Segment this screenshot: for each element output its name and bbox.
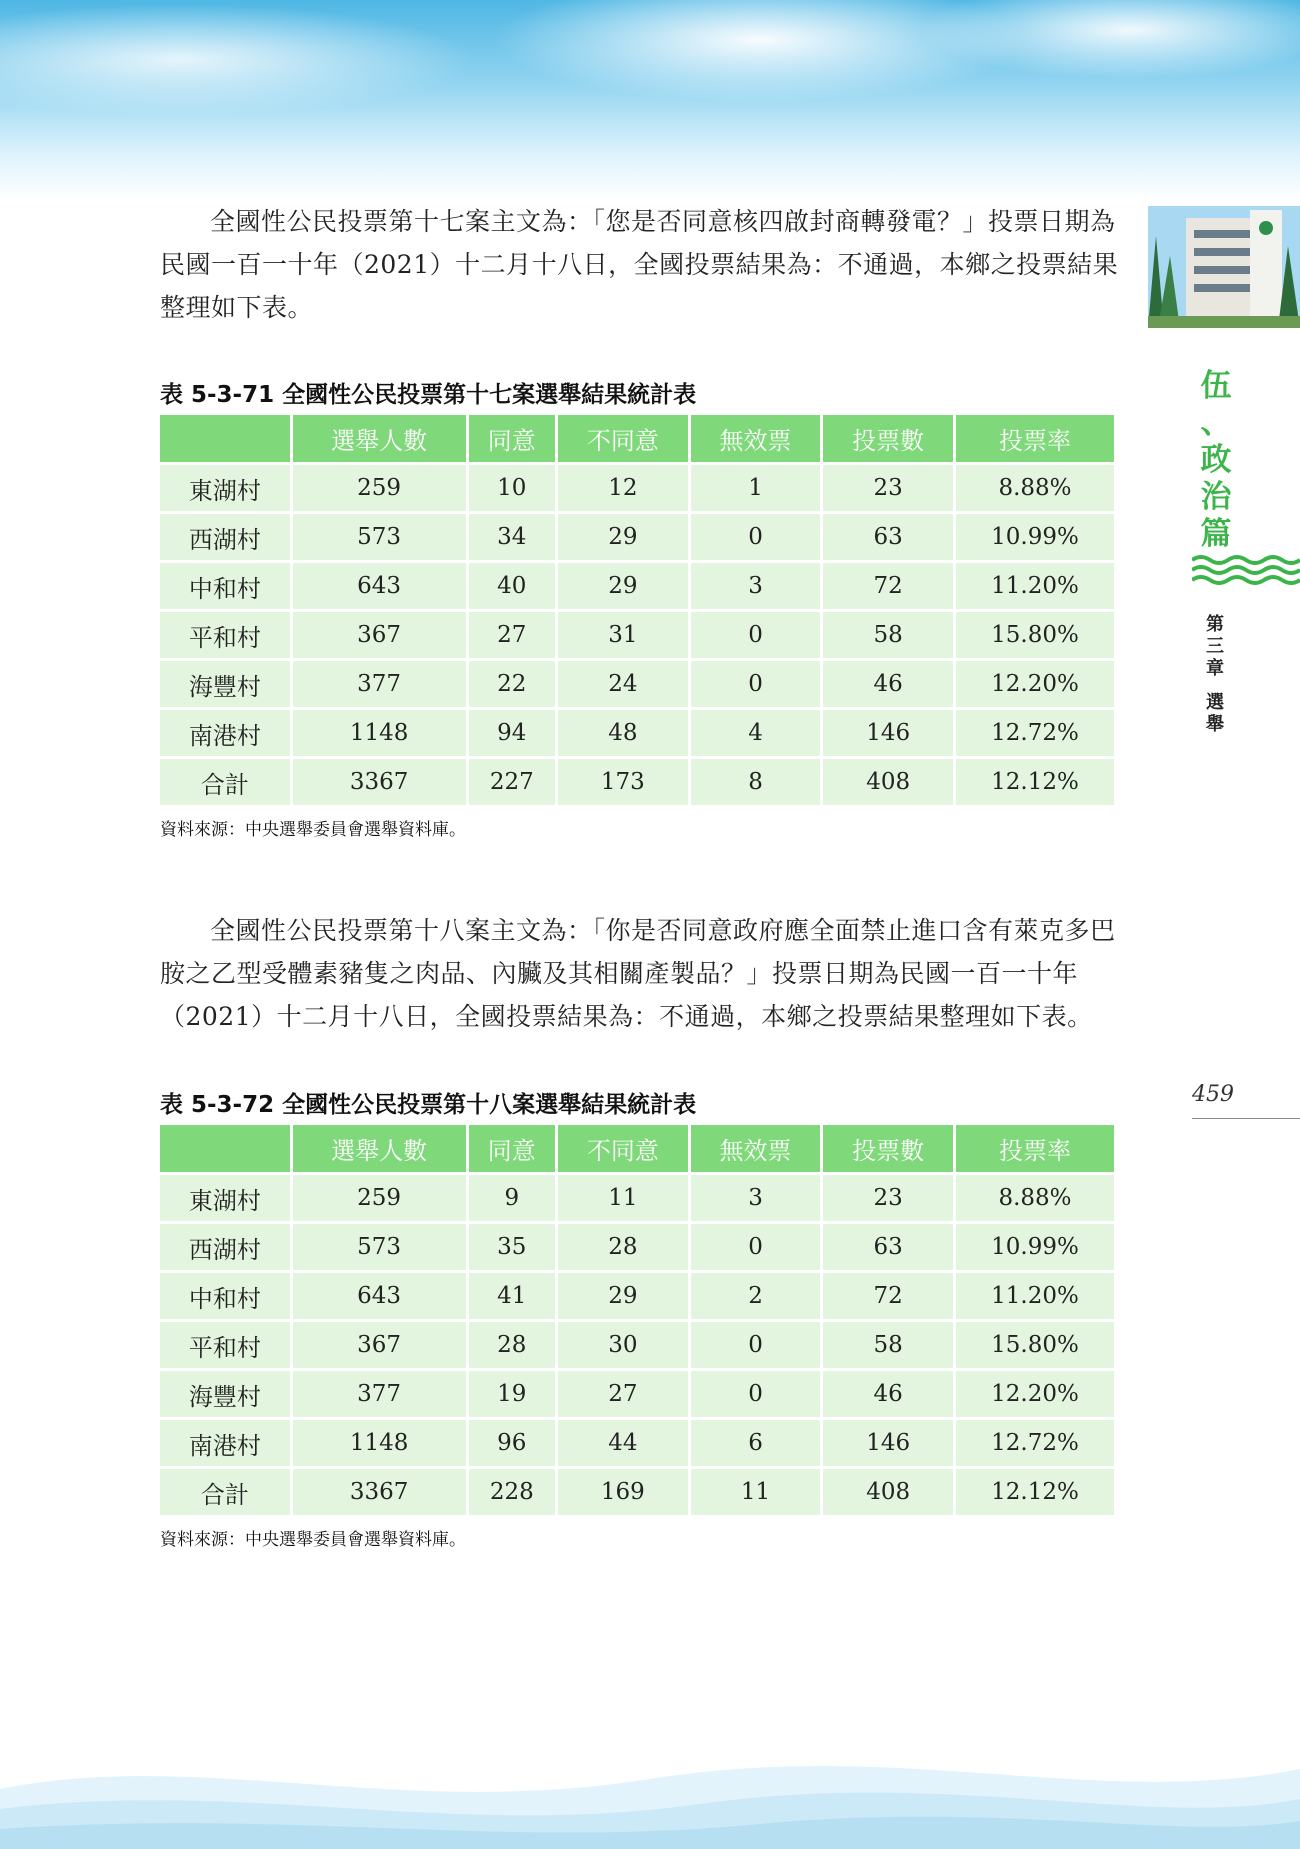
value-cell: 94 <box>469 710 555 756</box>
chapter-gap <box>1200 680 1230 692</box>
value-cell: 1 <box>691 465 821 511</box>
value-cell: 10.99% <box>956 514 1114 560</box>
value-cell: 23 <box>823 465 953 511</box>
value-cell: 8 <box>691 759 821 805</box>
value-cell: 4 <box>691 710 821 756</box>
value-cell: 46 <box>823 1371 953 1417</box>
chapter-char: 章 <box>1206 658 1224 679</box>
value-cell: 259 <box>293 1175 466 1221</box>
village-name-cell: 東湖村 <box>160 1175 290 1221</box>
value-cell: 408 <box>823 1469 953 1515</box>
value-cell: 41 <box>469 1273 555 1319</box>
header-agree: 同意 <box>469 1125 555 1172</box>
value-cell: 12 <box>558 465 688 511</box>
value-cell: 12.72% <box>956 1420 1114 1466</box>
value-cell: 367 <box>293 1322 466 1368</box>
value-cell: 12.12% <box>956 1469 1114 1515</box>
village-name-cell: 合計 <box>160 1469 290 1515</box>
table-row <box>160 759 1114 805</box>
value-cell: 29 <box>558 514 688 560</box>
table-row <box>160 563 1114 609</box>
value-cell: 1148 <box>293 710 466 756</box>
value-cell: 9 <box>469 1175 555 1221</box>
table-row <box>160 1273 1114 1319</box>
value-cell: 0 <box>691 1371 821 1417</box>
village-name-cell: 平和村 <box>160 612 290 658</box>
value-cell: 10 <box>469 465 555 511</box>
header-disagree: 不同意 <box>558 415 688 462</box>
value-cell: 15.80% <box>956 612 1114 658</box>
village-name-cell: 中和村 <box>160 1273 290 1319</box>
table-source-case-17: 資料來源：中央選舉委員會選舉資料庫。 <box>160 820 466 840</box>
value-cell: 0 <box>691 612 821 658</box>
value-cell: 643 <box>293 563 466 609</box>
value-cell: 10.99% <box>956 1224 1114 1270</box>
village-name-cell: 東湖村 <box>160 465 290 511</box>
header-turnout: 投票率 <box>956 1125 1114 1172</box>
value-cell: 29 <box>558 1273 688 1319</box>
section-char: 治 <box>1200 479 1232 515</box>
value-cell: 24 <box>558 661 688 707</box>
value-cell: 12.72% <box>956 710 1114 756</box>
table-row <box>160 612 1114 658</box>
value-cell: 643 <box>293 1273 466 1319</box>
village-name-cell: 中和村 <box>160 563 290 609</box>
page-number: 459 <box>1192 1082 1234 1107</box>
village-name-cell: 西湖村 <box>160 1224 290 1270</box>
value-cell: 12.12% <box>956 759 1114 805</box>
value-cell: 44 <box>558 1420 688 1466</box>
value-cell: 6 <box>691 1420 821 1466</box>
value-cell: 169 <box>558 1469 688 1515</box>
value-cell: 11 <box>691 1469 821 1515</box>
table-row <box>160 710 1114 756</box>
village-name-cell: 合計 <box>160 759 290 805</box>
chapter-char: 三 <box>1206 636 1224 657</box>
table-row <box>160 1175 1114 1221</box>
value-cell: 146 <box>823 1420 953 1466</box>
value-cell: 173 <box>558 759 688 805</box>
table-row <box>160 1469 1114 1515</box>
header-turnout: 投票率 <box>956 415 1114 462</box>
section-title-vertical <box>1198 368 1234 553</box>
value-cell: 34 <box>469 514 555 560</box>
value-cell: 3 <box>691 563 821 609</box>
section-char: 政 <box>1200 442 1232 478</box>
header-electors: 選舉人數 <box>293 415 466 462</box>
value-cell: 11.20% <box>956 1273 1114 1319</box>
value-cell: 0 <box>691 1322 821 1368</box>
header-disagree: 不同意 <box>558 1125 688 1172</box>
value-cell: 573 <box>293 514 466 560</box>
table-header-row <box>160 415 1114 462</box>
section-char: 篇 <box>1200 516 1232 552</box>
value-cell: 3 <box>691 1175 821 1221</box>
value-cell: 46 <box>823 661 953 707</box>
header-invalid: 無效票 <box>691 1125 821 1172</box>
value-cell: 259 <box>293 465 466 511</box>
page-number-rule <box>1192 1118 1300 1119</box>
village-name-cell: 南港村 <box>160 1420 290 1466</box>
building-photo <box>1148 206 1300 328</box>
header-invalid: 無效票 <box>691 415 821 462</box>
village-name-cell: 平和村 <box>160 1322 290 1368</box>
table-row <box>160 661 1114 707</box>
value-cell: 96 <box>469 1420 555 1466</box>
value-cell: 29 <box>558 563 688 609</box>
value-cell: 30 <box>558 1322 688 1368</box>
header-blank <box>160 1125 290 1172</box>
bottom-wave-decoration <box>0 1729 1300 1849</box>
value-cell: 15.80% <box>956 1322 1114 1368</box>
value-cell: 27 <box>469 612 555 658</box>
wave-decoration-icon <box>1192 554 1300 588</box>
value-cell: 63 <box>823 1224 953 1270</box>
value-cell: 11 <box>558 1175 688 1221</box>
value-cell: 377 <box>293 661 466 707</box>
value-cell: 1148 <box>293 1420 466 1466</box>
header-agree: 同意 <box>469 415 555 462</box>
table-row <box>160 465 1114 511</box>
value-cell: 58 <box>823 1322 953 1368</box>
value-cell: 58 <box>823 612 953 658</box>
header-blank <box>160 415 290 462</box>
value-cell: 377 <box>293 1371 466 1417</box>
table-caption-case-17: 表 5-3-71 全國性公民投票第十七案選舉結果統計表 <box>160 382 697 408</box>
section-char: 伍 <box>1200 368 1232 404</box>
chapter-char: 第 <box>1206 614 1224 635</box>
header-votes: 投票數 <box>823 415 953 462</box>
value-cell: 63 <box>823 514 953 560</box>
table-caption-case-18: 表 5-3-72 全國性公民投票第十八案選舉結果統計表 <box>160 1092 697 1118</box>
value-cell: 228 <box>469 1469 555 1515</box>
value-cell: 3367 <box>293 1469 466 1515</box>
value-cell: 0 <box>691 661 821 707</box>
value-cell: 8.88% <box>956 465 1114 511</box>
table-row <box>160 1224 1114 1270</box>
section-char: 、 <box>1200 405 1232 441</box>
chapter-title-vertical <box>1200 614 1230 736</box>
value-cell: 367 <box>293 612 466 658</box>
value-cell: 72 <box>823 1273 953 1319</box>
value-cell: 408 <box>823 759 953 805</box>
value-cell: 27 <box>558 1371 688 1417</box>
table-row <box>160 1420 1114 1466</box>
value-cell: 28 <box>469 1322 555 1368</box>
header-votes: 投票數 <box>823 1125 953 1172</box>
value-cell: 23 <box>823 1175 953 1221</box>
village-name-cell: 海豐村 <box>160 1371 290 1417</box>
value-cell: 12.20% <box>956 661 1114 707</box>
value-cell: 40 <box>469 563 555 609</box>
value-cell: 31 <box>558 612 688 658</box>
chapter-char: 舉 <box>1206 714 1224 735</box>
village-name-cell: 南港村 <box>160 710 290 756</box>
table-source-case-18: 資料來源：中央選舉委員會選舉資料庫。 <box>160 1530 466 1550</box>
table-row <box>160 1322 1114 1368</box>
value-cell: 227 <box>469 759 555 805</box>
paragraph-case-18: 全國性公民投票第十八案主文為：「你是否同意政府應全面禁止進口含有萊克多巴胺之乙型受體素豬隻之肉品、內臟及其相關產製品？」投票日期為民國一百一十年（2021）十二月十八日，全國投票結果為：不通過，本鄉之投票結果整理如下表。 <box>160 916 1116 1031</box>
value-cell: 28 <box>558 1224 688 1270</box>
village-name-cell: 西湖村 <box>160 514 290 560</box>
value-cell: 573 <box>293 1224 466 1270</box>
village-name-cell: 海豐村 <box>160 661 290 707</box>
value-cell: 3367 <box>293 759 466 805</box>
value-cell: 146 <box>823 710 953 756</box>
results-table-case-17 <box>157 412 1117 808</box>
table-row <box>160 514 1114 560</box>
value-cell: 35 <box>469 1224 555 1270</box>
chapter-char: 選 <box>1206 692 1224 713</box>
results-table-case-18 <box>157 1122 1117 1518</box>
paragraph-case-17: 全國性公民投票第十七案主文為：「您是否同意核四啟封商轉發電？」投票日期為民國一百一十年（2021）十二月十八日，全國投票結果為：不通過，本鄉之投票結果整理如下表。 <box>160 207 1119 322</box>
value-cell: 12.20% <box>956 1371 1114 1417</box>
table-row <box>160 1371 1114 1417</box>
value-cell: 19 <box>469 1371 555 1417</box>
header-electors: 選舉人數 <box>293 1125 466 1172</box>
value-cell: 22 <box>469 661 555 707</box>
table-header-row <box>160 1125 1114 1172</box>
value-cell: 11.20% <box>956 563 1114 609</box>
sky-banner <box>0 0 1300 200</box>
value-cell: 48 <box>558 710 688 756</box>
value-cell: 0 <box>691 1224 821 1270</box>
value-cell: 0 <box>691 514 821 560</box>
value-cell: 8.88% <box>956 1175 1114 1221</box>
value-cell: 2 <box>691 1273 821 1319</box>
value-cell: 72 <box>823 563 953 609</box>
